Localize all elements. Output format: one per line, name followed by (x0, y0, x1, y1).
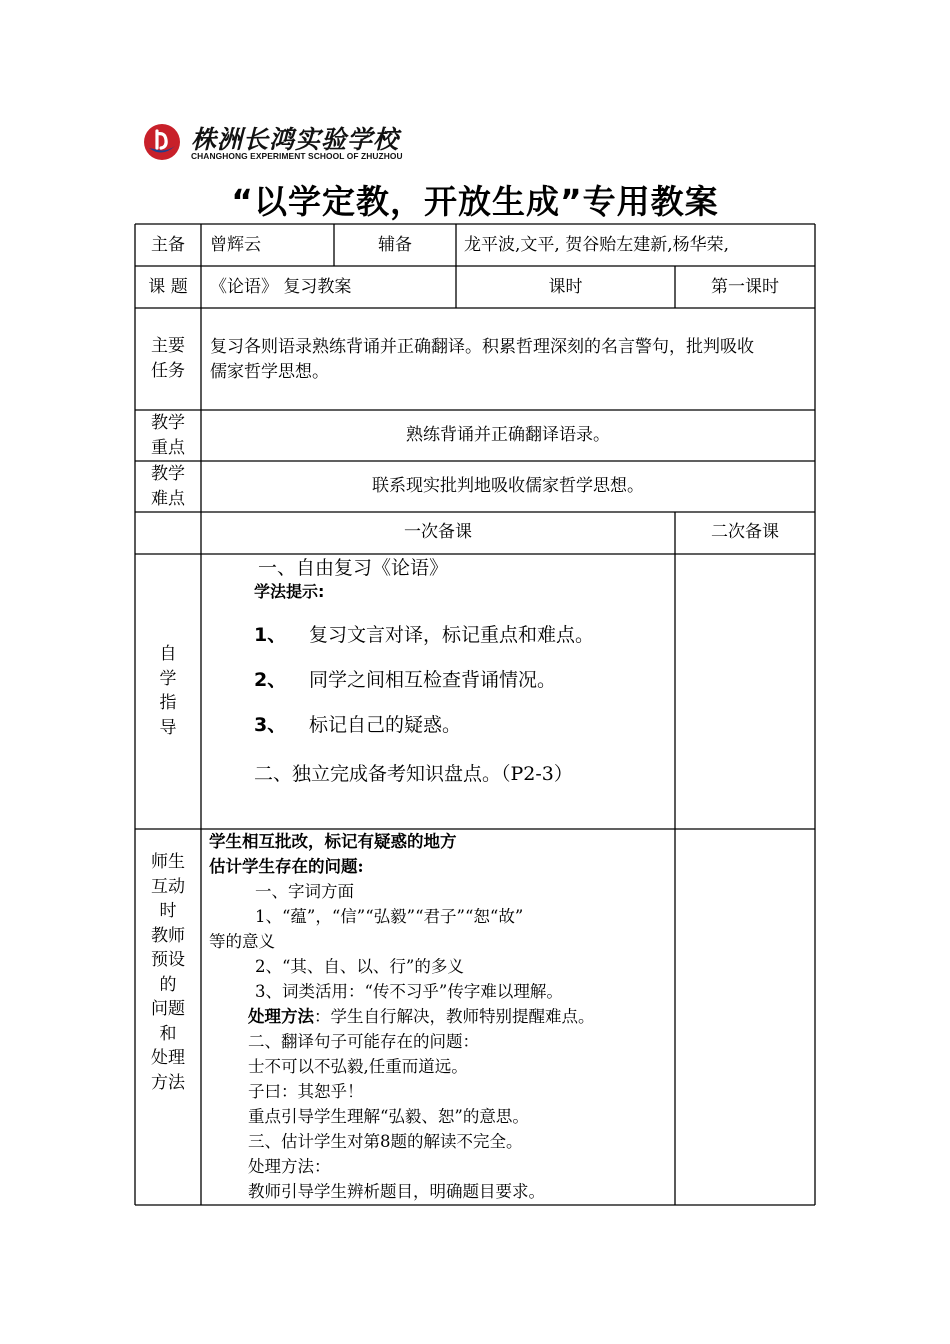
first-prep-header: 一次备课 (404, 522, 472, 542)
self-study-heading-1: 一、自由复习《论语》 (258, 557, 449, 579)
interaction-line: 重点引导学生理解“弘毅、恕”的意思。 (248, 1107, 529, 1126)
interaction-line: 士不可以不弘毅,任重而道远。 (248, 1057, 468, 1076)
interaction-line: 3、词类活用：“传不习乎”传字难以理解。 (255, 982, 563, 1001)
interaction-line: 学生相互批改，标记有疑惑的地方 (209, 832, 457, 851)
interaction-line: 估计学生存在的问题: (209, 857, 364, 876)
interaction-line: 1、“蕴”，“信”“弘毅”“君子”“恕“故” (255, 907, 524, 926)
self-study-content (254, 555, 674, 787)
self-study-step: 1、 复习文言对译，标记重点和难点。 (254, 624, 595, 646)
assist-teacher-value: 龙平波,文平, 贺谷贻左建新,杨华荣, (464, 235, 730, 255)
self-study-heading-2: 二、独立完成备考知识盘点。（P2-3） (254, 763, 573, 785)
school-name-en: CHANGHONG EXPERIMENT SCHOOL OF ZHUZHOU (191, 151, 403, 161)
interaction-content (209, 829, 671, 1204)
second-prep-header: 二次备课 (711, 522, 779, 542)
interaction-line: 教师引导学生辨析题目，明确题目要求。 (248, 1182, 545, 1201)
interaction-line: 处理方法： (248, 1157, 331, 1176)
key-point-label: 教学 重点 (151, 413, 185, 458)
key-point-value: 熟练背诵并正确翻译语录。 (406, 425, 610, 445)
period-label: 课时 (548, 277, 583, 297)
school-emblem-icon (143, 122, 181, 162)
topic-value: 《论语》 复习教案 (210, 277, 352, 297)
lead-teacher-value: 曾辉云 (210, 235, 261, 255)
interaction-label: 师生 互动 时 教师 预设 的 问题 和 处理 方法 (151, 852, 185, 1093)
lead-teacher-label: 主备 (151, 235, 185, 255)
main-task-line-2: 儒家哲学思想。 (210, 362, 329, 382)
method-hint: 学法提示: (254, 582, 325, 601)
interaction-line: 一、字词方面 (255, 882, 354, 901)
main-task-label: 主要 任务 (151, 336, 185, 381)
interaction-line: 2、“其、自、以、行”的多义 (255, 957, 464, 976)
self-study-label: 自 学 指 导 (159, 644, 177, 738)
interaction-line: 三、估计学生对第8题的解读不完全。 (248, 1132, 523, 1151)
self-study-step: 3、 标记自己的疑惑。 (254, 714, 462, 736)
interaction-line: 二、翻译句子可能存在的问题： (248, 1032, 479, 1051)
school-logo (143, 120, 413, 165)
self-study-step: 2、 同学之间相互检查背诵情况。 (254, 669, 557, 691)
topic-label: 课 题 (148, 277, 188, 297)
school-name-cn: 株洲长鸿实验学校 (191, 125, 400, 154)
difficulty-value: 联系现实批判地吸收儒家哲学思想。 (372, 476, 644, 496)
main-task-line-1: 复习各则语录熟练背诵并正确翻译。积累哲理深刻的名言警句，批判吸收 (210, 337, 754, 357)
interaction-line: 处理方法：学生自行解决，教师特别提醒难点。 (248, 1007, 595, 1026)
interaction-line: 子曰：其恕乎！ (248, 1082, 364, 1101)
difficulty-label: 教学 难点 (151, 464, 185, 509)
interaction-line: 等的意义 (209, 932, 275, 951)
assist-teacher-label: 辅备 (378, 235, 412, 255)
period-value: 第一课时 (711, 277, 779, 297)
page-title: “以学定教，开放生成”专用教案 (231, 182, 719, 221)
